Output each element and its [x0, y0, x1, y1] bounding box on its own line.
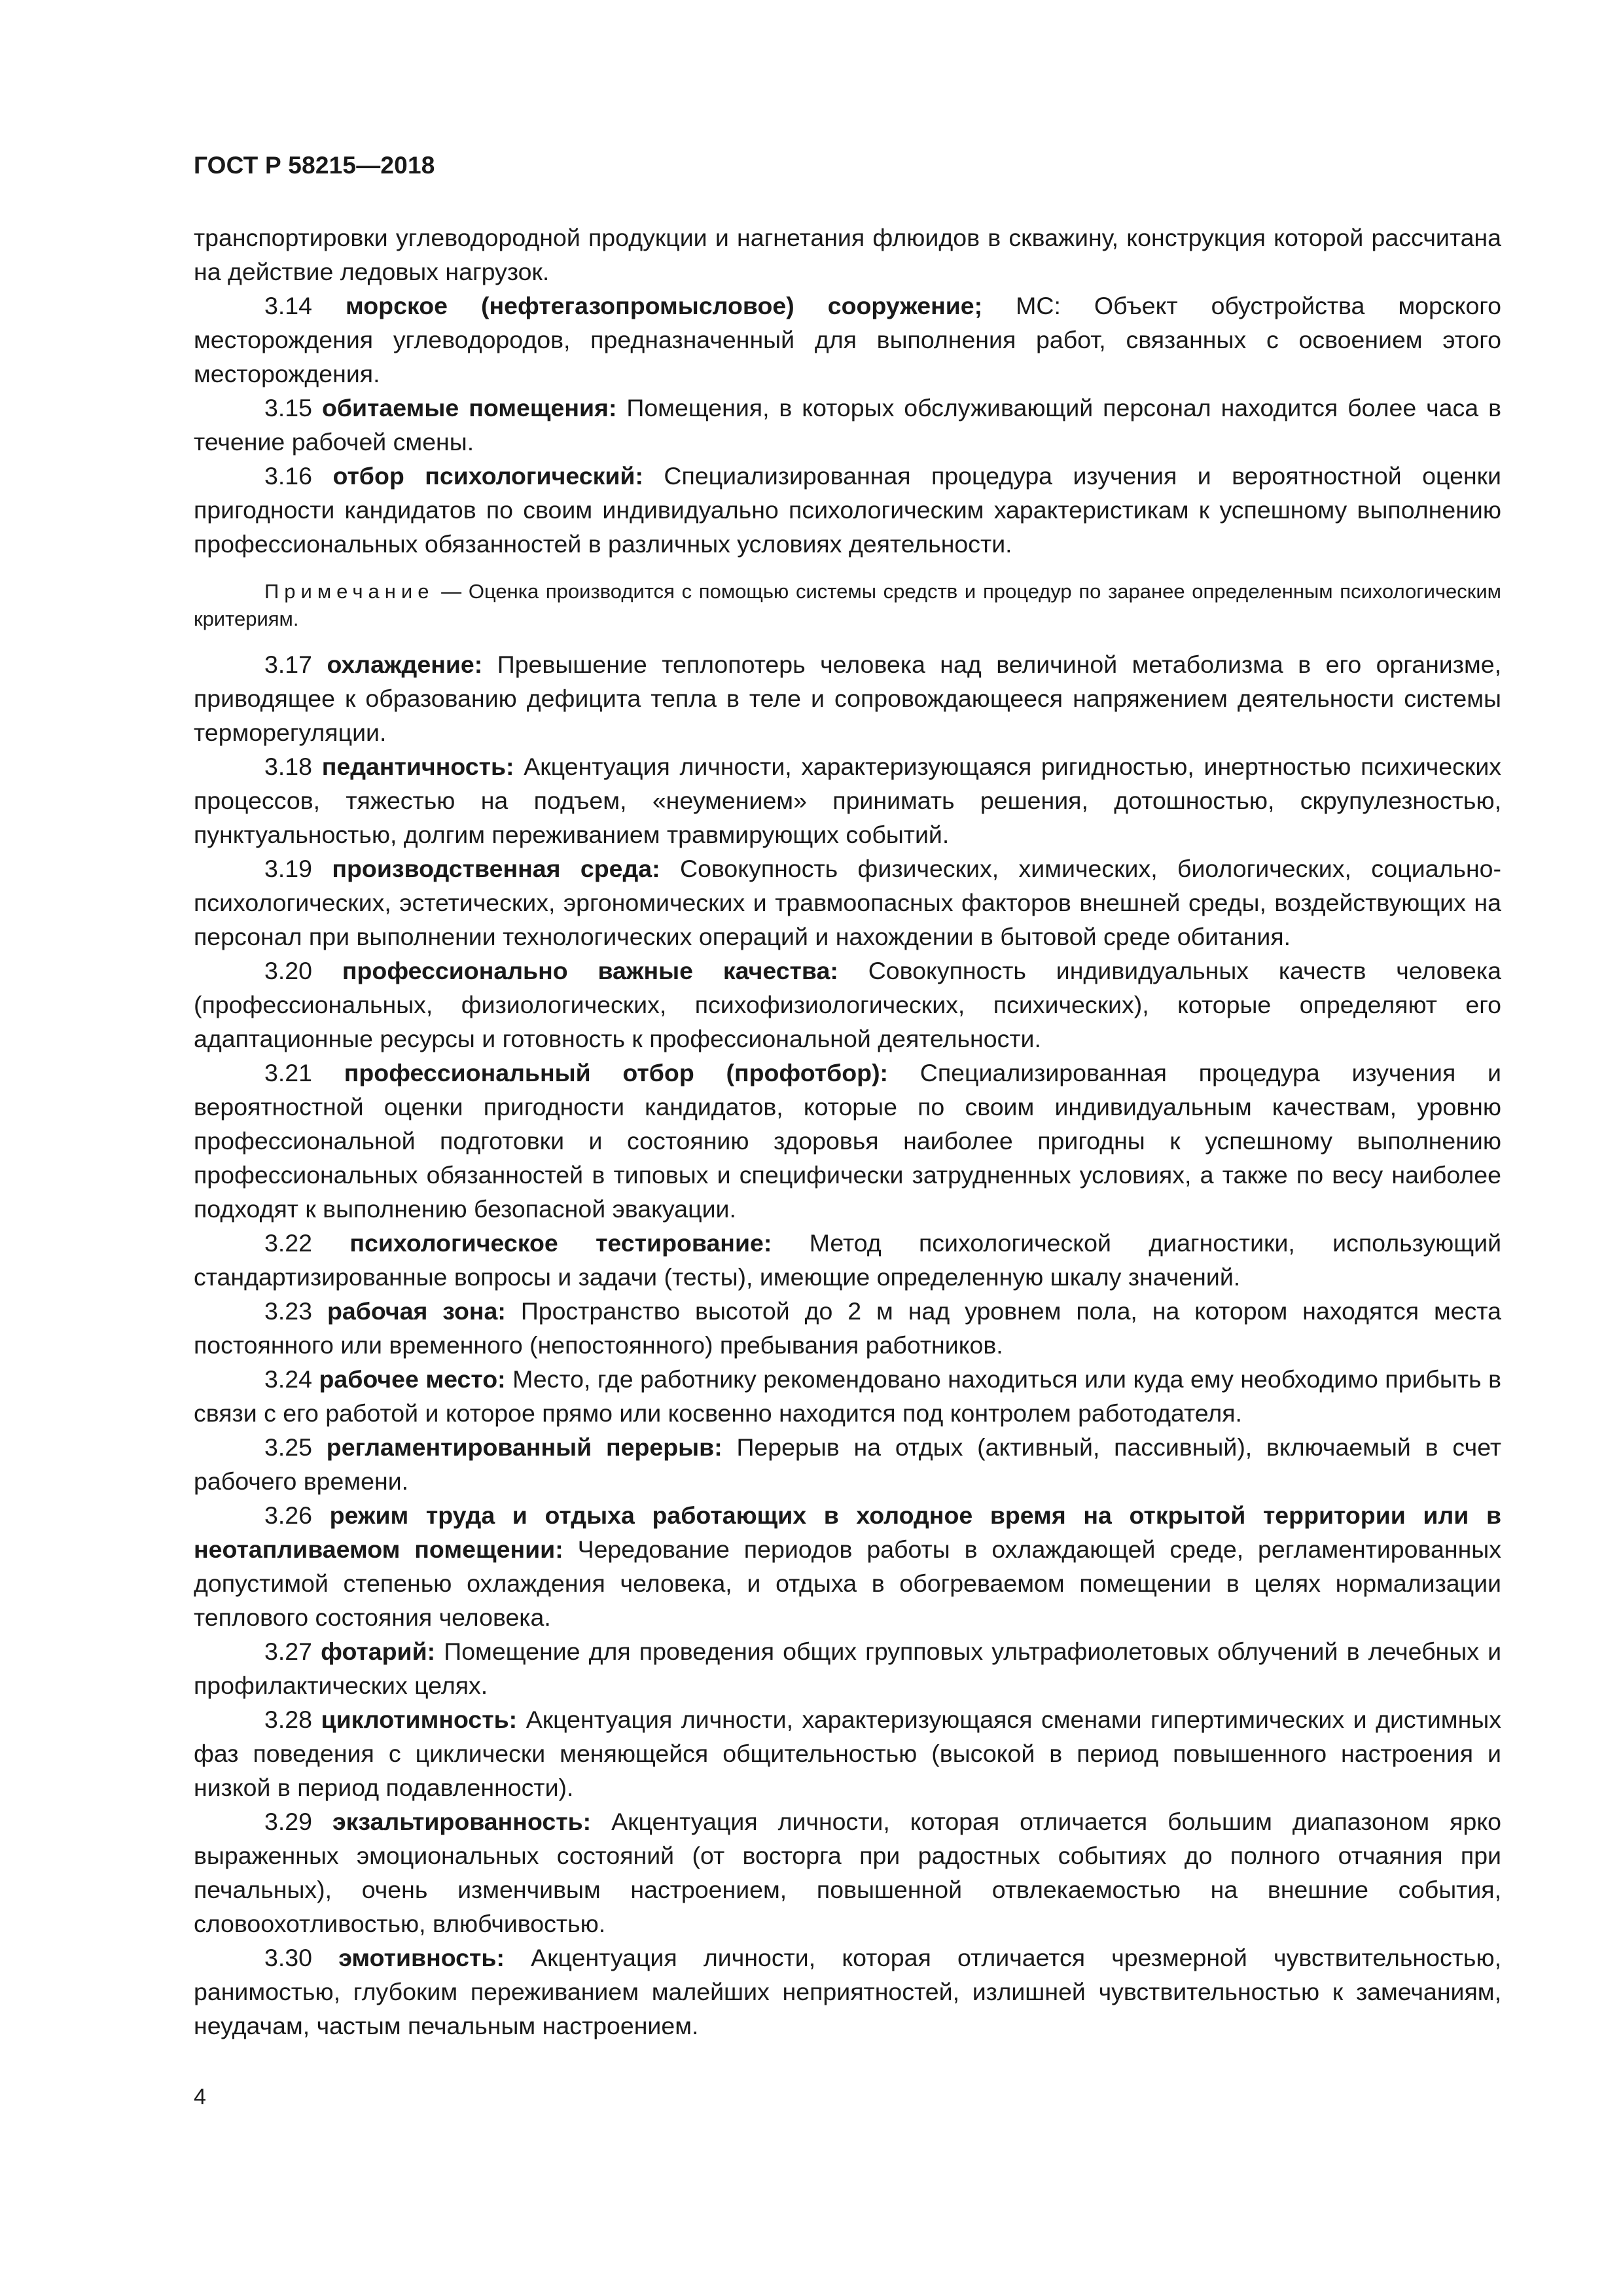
term-number: 3.17	[264, 651, 312, 678]
term-number: 3.21	[264, 1059, 312, 1086]
term-number: 3.26	[264, 1501, 312, 1529]
term-definition: Акцентуация личности, характеризующаяся сменами гипертимических и дистимных фаз поведения с циклически меняющейся общительностью (высокой в период повышенного настроения и низкой в период подавленности).	[194, 1706, 1501, 1801]
term-definition: Превышение теплопотерь человека над величиной метаболизма в его организме, приводящее к образованию дефицита тепла в теле и сопровождающееся напряжением деятельности системы терморегуляции.	[194, 651, 1501, 746]
continuation-paragraph: транспортировки углеводородной продукции и нагнетания флюидов в скважину, конструкция которой рассчитана на действие ледовых нагрузок.	[194, 224, 1501, 285]
term-number: 3.28	[264, 1706, 312, 1733]
term-number: 3.20	[264, 957, 312, 984]
term-definition: Специализированная процедура изучения и вероятностной оценки пригодности кандидатов по своим индивидуально психологическим характеристикам к успешному выполнению профессиональных обязанностей в различных условиях деятельности.	[194, 462, 1502, 558]
term-name: профессионально важные качества:	[342, 957, 838, 984]
term-number: 3.30	[264, 1944, 312, 1971]
term-definition: Помещения, в которых обслуживающий персонал находится более часа в течение рабочей смены.	[194, 394, 1501, 456]
term-definition: Помещение для проведения общих групповых ультрафиолетовых облучений в лечебных и профилактических целях.	[194, 1638, 1502, 1699]
term-number: 3.18	[264, 753, 312, 780]
term-definition: МС: Объект обустройства морского месторождения углеводородов, предназначенный для выполнения работ, связанных с освоением этого месторождения.	[194, 292, 1502, 387]
term-entry	[194, 852, 1501, 954]
term-definition: Чередование периодов работы в охлаждающей среде, регламентированных допустимой степенью охлаждения человека, и отдыха в обогреваемом помещении в целях нормализации теплового состояния человека.	[194, 1535, 1501, 1631]
term-entry	[194, 1498, 1501, 1634]
term-name: производственная среда:	[332, 855, 660, 882]
term-entry	[194, 1362, 1501, 1430]
term-definition: Совокупность индивидуальных качеств человека (профессиональных, физиологических, психофизиологических, психических), которые определяют его адаптационные ресурсы и готовность к профессиональной деятельности.	[194, 957, 1502, 1052]
term-number: 3.22	[264, 1229, 312, 1257]
document-header: ГОСТ Р 58215—2018	[194, 152, 435, 179]
term-entry	[194, 1294, 1501, 1362]
term-name: экзальтированность:	[332, 1808, 592, 1835]
term-entry	[194, 391, 1501, 459]
term-name: рабочая зона:	[327, 1297, 506, 1325]
term-name: педантичность:	[321, 753, 514, 780]
term-entry	[194, 1056, 1501, 1226]
term-definition: Пространство высотой до 2 м над уровнем пола, на котором находятся места постоянного или временного (непостоянного) пребывания работников.	[194, 1297, 1502, 1359]
note-label: Примечание	[264, 580, 435, 603]
term-name: психологическое тестирование:	[349, 1229, 772, 1257]
term-name: режим труда и отдыха работающих в холодное время на открытой территории или в неотапливаемом помещении:	[194, 1501, 1501, 1563]
term-entry	[194, 647, 1501, 749]
term-name: эмотивность:	[338, 1944, 505, 1971]
term-name: фотарий:	[321, 1638, 436, 1665]
term-definition: Специализированная процедура изучения и вероятностной оценки пригодности кандидатов, которые по своим индивидуальным качествам, уровню профессиональной подготовки и состоянию здоровья наиболее пригодны к успешному выполнению профессиональных обязанностей в типовых и специфически затрудненных условиях, а также по весу наиболее подходят к выполнению безопасной эвакуации.	[194, 1059, 1501, 1223]
term-number: 3.19	[264, 855, 312, 882]
term-name: охлаждение:	[327, 651, 483, 678]
term-definition: Место, где работнику рекомендовано находиться или куда ему необходимо прибыть в связи с его работой и которое прямо или косвенно находится под контролем работодателя.	[194, 1365, 1501, 1427]
terms-list-before-note	[194, 289, 1501, 561]
term-name: регламентированный перерыв:	[326, 1433, 722, 1461]
term-entry	[194, 289, 1501, 391]
terms-list-after-note	[194, 647, 1501, 2043]
term-entry	[194, 459, 1501, 561]
term-number: 3.24	[264, 1365, 312, 1393]
term-number: 3.27	[264, 1638, 312, 1665]
term-number: 3.16	[264, 462, 312, 490]
term-entry	[194, 1941, 1501, 2043]
term-definition: Перерыв на отдых (активный, пассивный), включаемый в счет рабочего времени.	[194, 1433, 1501, 1495]
page-number: 4	[194, 2085, 206, 2109]
term-entry	[194, 1430, 1501, 1498]
term-name: морское (нефтегазопромысловое) сооружение;	[346, 292, 983, 319]
term-name: отбор психологический:	[332, 462, 643, 490]
term-definition: Акцентуация личности, характеризующаяся ригидностью, инертностью психических процессов, тяжестью на подъем, «неумением» принимать решения, дотошностью, скрупулезностью, пунктуальностью, долгим переживанием травмирующих событий.	[194, 753, 1502, 848]
term-entry	[194, 1702, 1501, 1804]
note-paragraph	[194, 578, 1501, 633]
term-number: 3.23	[264, 1297, 312, 1325]
term-definition: Акцентуация личности, которая отличается чрезмерной чувствительностью, ранимостью, глубоким переживанием малейших неприятностей, излишней чувствительностью к замечаниям, неудачам, частым печальным настроением.	[194, 1944, 1501, 2039]
term-definition: Акцентуация личности, которая отличается большим диапазоном ярко выраженных эмоциональных состояний (от восторга при радостных событиях до полного отчаяния при печальных), очень изменчивым настроением, повышенной отвлекаемостью на внешние события, словоохотливостью, влюбчивостью.	[194, 1808, 1501, 1937]
term-entry	[194, 1226, 1501, 1294]
term-number: 3.15	[264, 394, 312, 422]
term-number: 3.25	[264, 1433, 312, 1461]
term-name: обитаемые помещения:	[321, 394, 617, 422]
term-name: рабочее место:	[319, 1365, 506, 1393]
term-name: циклотимность:	[321, 1706, 518, 1733]
term-entry	[194, 1634, 1501, 1702]
document-body	[194, 221, 1501, 2043]
term-definition: Совокупность физических, химических, биологических, социально-психологических, эстетических, эргономических и травмоопасных факторов внешней среды, воздействующих на персонал при выполнении технологических операций и нахождении в бытовой среде обитания.	[194, 855, 1502, 950]
term-name: профессиональный отбор (профотбор):	[344, 1059, 889, 1086]
note-text: — Оценка производится с помощью системы средств и процедур по заранее определенным психологическим критериям.	[194, 580, 1501, 630]
term-definition: Метод психологической диагностики, использующий стандартизированные вопросы и задачи (тесты), имеющие определенную шкалу значений.	[194, 1229, 1502, 1291]
term-number: 3.14	[264, 292, 312, 319]
term-entry	[194, 954, 1501, 1056]
term-number: 3.29	[264, 1808, 312, 1835]
term-entry	[194, 749, 1501, 852]
term-entry	[194, 1804, 1501, 1941]
